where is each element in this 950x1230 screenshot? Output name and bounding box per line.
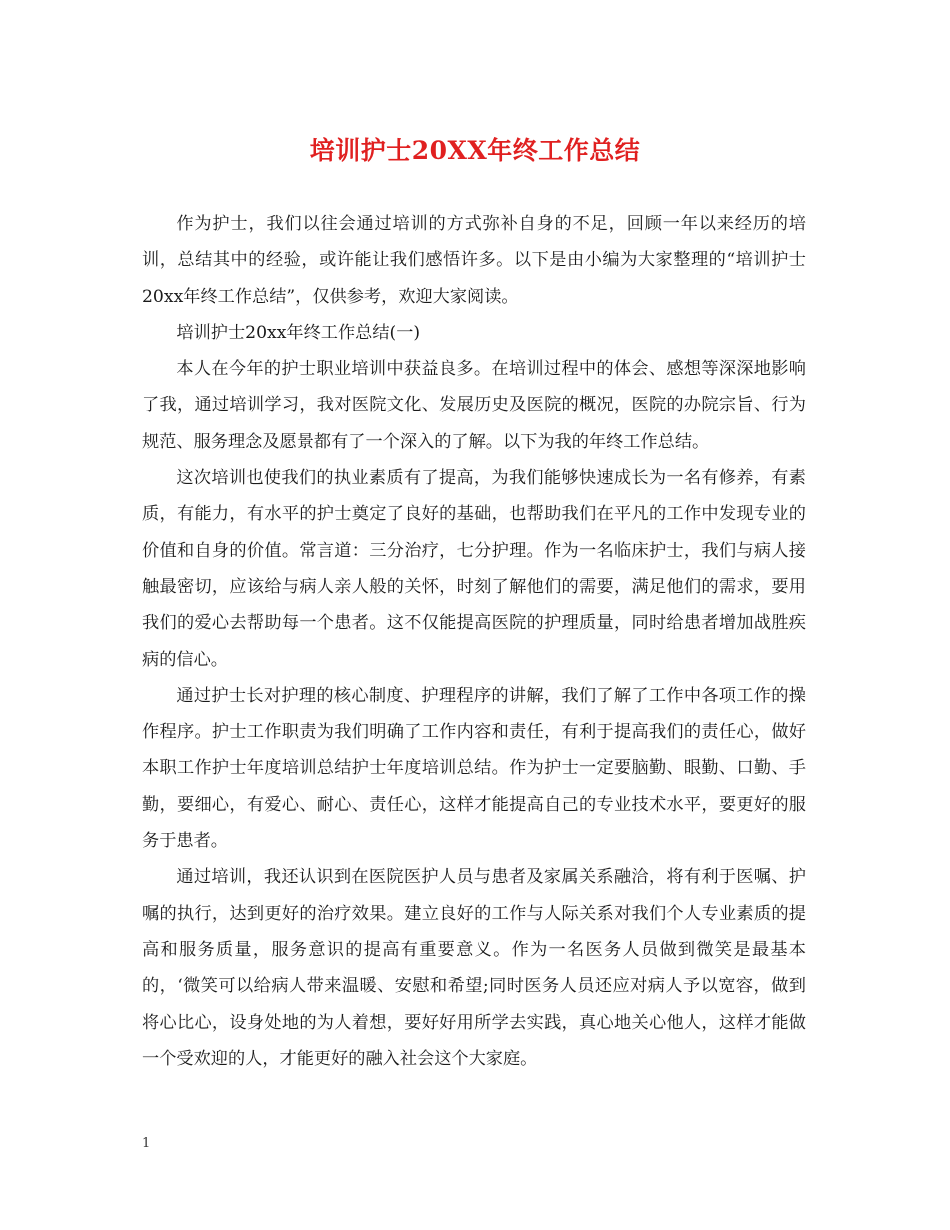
page-number: 1 [142, 1136, 151, 1151]
body-paragraph: 通过护士长对护理的核心制度、护理程序的讲解，我们了解了工作中各项工作的操作程序。护士工作职责为我们明确了工作内容和责任，有利于提高我们的责任心，做好本职工作护士年度培训总结护士年度培训总结。作为护士一定要脑勤、眼勤、口勤、手勤，要细心，有爱心、耐心、责任心，这样才能提高自己的专业技术水平，要更好的服务于患者。 [142, 685, 806, 852]
document-body [142, 206, 806, 1077]
body-paragraph: 通过培训，我还认识到在医院医护人员与患者及家属关系融洽，将有利于医嘱、护嘱的执行，达到更好的治疗效果。建立良好的工作与人际关系对我们个人专业素质的提高和服务质量，服务意识的提高有重要意义。作为一名医务人员做到微笑是最基本的，‘微笑可以给病人带来温暖、安慰和希望;同时医务人员还应对病人予以宽容，做到将心比心，设身处地的为人着想，要好好用所学去实践，真心地关心他人，这样才能做一个受欢迎的人，才能更好的融入社会这个大家庭。 [142, 867, 806, 1069]
body-paragraph: 这次培训也使我们的执业素质有了提高，为我们能够快速成长为一名有修养，有素质，有能力，有水平的护士奠定了良好的基础，也帮助我们在平凡的工作中发现专业的价值和自身的价值。常言道：三分治疗，七分护理。作为一名临床护士，我们与病人接触最密切，应该给与病人亲人般的关怀，时刻了解他们的需要，满足他们的需求，要用我们的爱心去帮助每一个患者。这不仅能提高医院的护理质量，同时给患者增加战胜疾病的信心。 [142, 468, 806, 670]
document-title: 培训护士20XX年终工作总结 [309, 136, 641, 165]
intro-paragraph: 作为护士，我们以往会通过培训的方式弥补自身的不足，回顾一年以来经历的培训，总结其中的经验，或许能让我们感悟许多。以下是由小编为大家整理的“培训护士20xx年终工作总结”，仅供参考，欢迎大家阅读。 [142, 214, 806, 307]
section-heading: 培训护士20xx年终工作总结(一) [176, 322, 421, 343]
body-paragraph: 本人在今年的护士职业培训中获益良多。在培训过程中的体会、感想等深深地影响了我，通过培训学习，我对医院文化、发展历史及医院的概况，医院的办院宗旨、行为规范、服务理念及愿景都有了一个深入的了解。以下为我的年终工作总结。 [142, 359, 806, 452]
